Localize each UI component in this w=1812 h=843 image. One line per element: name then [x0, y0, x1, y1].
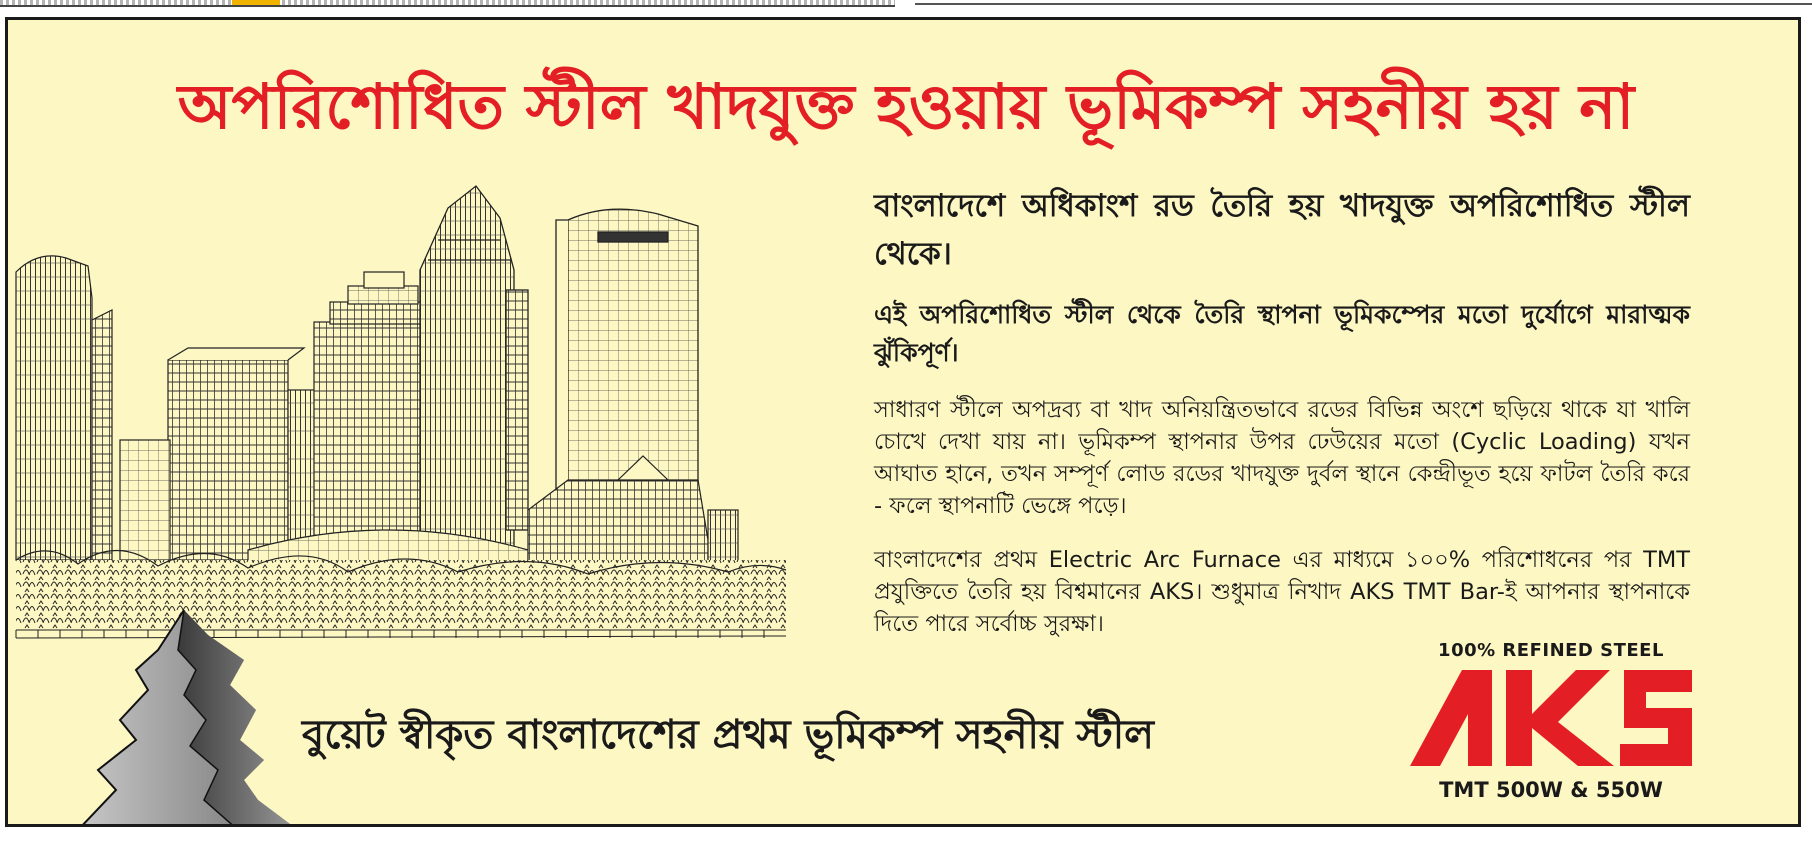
- building-sketch: [420, 186, 528, 550]
- ad-headline: অপরিশোধিত স্টীল খাদযুক্ত হওয়ায় ভূমিকম্প সহনীয় হয় না: [177, 70, 1635, 143]
- aks-logo: [1396, 640, 1706, 810]
- advertisement: [5, 17, 1801, 827]
- trees-sketch: [16, 560, 786, 630]
- newspaper-highlight: [232, 0, 280, 5]
- body-paragraph-2: বাংলাদেশের প্রথম Electric Arc Furnace এর মাধ্যমে ১০০% পরিশোধনের পর TMT প্রযুক্তিতে তৈরি হয় বিশ্বমানের AKS। শুধুমাত্র নিখাদ AKS TMT Bar-ই আপনার স্থাপনাকে দিতে পারে সর্বোচ্চ সুরক্ষা।: [874, 547, 1690, 637]
- logo-top-text: 100% REFINED STEEL: [1438, 640, 1664, 661]
- aks-wordmark: [1410, 670, 1692, 766]
- newspaper-rule: [915, 3, 1812, 5]
- body-paragraph-1: সাধারণ স্টীলে অপদ্রব্য বা খাদ অনিয়ন্ত্রিতভাবে রডের বিভিন্ন অংশে ছড়িয়ে থাকে যা খালি চোখে দেখা যায় না। ভূমিকম্প স্থাপনার উপর ঢেউয়ের মতো (Cyclic Loading) যখন আঘাত হানে, তখন সম্পূর্ণ লোড রডের খাদযুক্ত দুর্বল স্থানে কেন্দ্রীভূত হয়ে ফাটল তৈরি করে - ফলে স্থাপনাটি ভেঙ্গে পড়ে।: [874, 397, 1690, 519]
- ground-line: [16, 630, 786, 638]
- building-sketch: [556, 209, 698, 510]
- earthquake-crack: [78, 610, 298, 827]
- ad-copy: [874, 182, 1690, 640]
- newspaper-rule: [0, 5, 895, 7]
- lead-paragraph-1: বাংলাদেশে অধিকাংশ রড তৈরি হয় খাদযুক্ত অপরিশোধিত স্টীল থেকে।: [874, 188, 1690, 272]
- lead-paragraph-2: এই অপরিশোধিত স্টীল থেকে তৈরি স্থাপনা ভূমিকম্পের মতো দুর্যোগে মারাত্মক ঝুঁকিপূর্ণ।: [874, 300, 1690, 367]
- building-sketch: [16, 256, 112, 560]
- ad-tagline: বুয়েট স্বীকৃত বাংলাদেশের প্রথম ভূমিকম্প সহনীয় স্টীল: [302, 712, 1154, 758]
- logo-bottom-text: TMT 500W & 550W: [1439, 778, 1663, 802]
- building-sketch: [120, 348, 318, 560]
- newspaper-top-strip: [0, 0, 1812, 10]
